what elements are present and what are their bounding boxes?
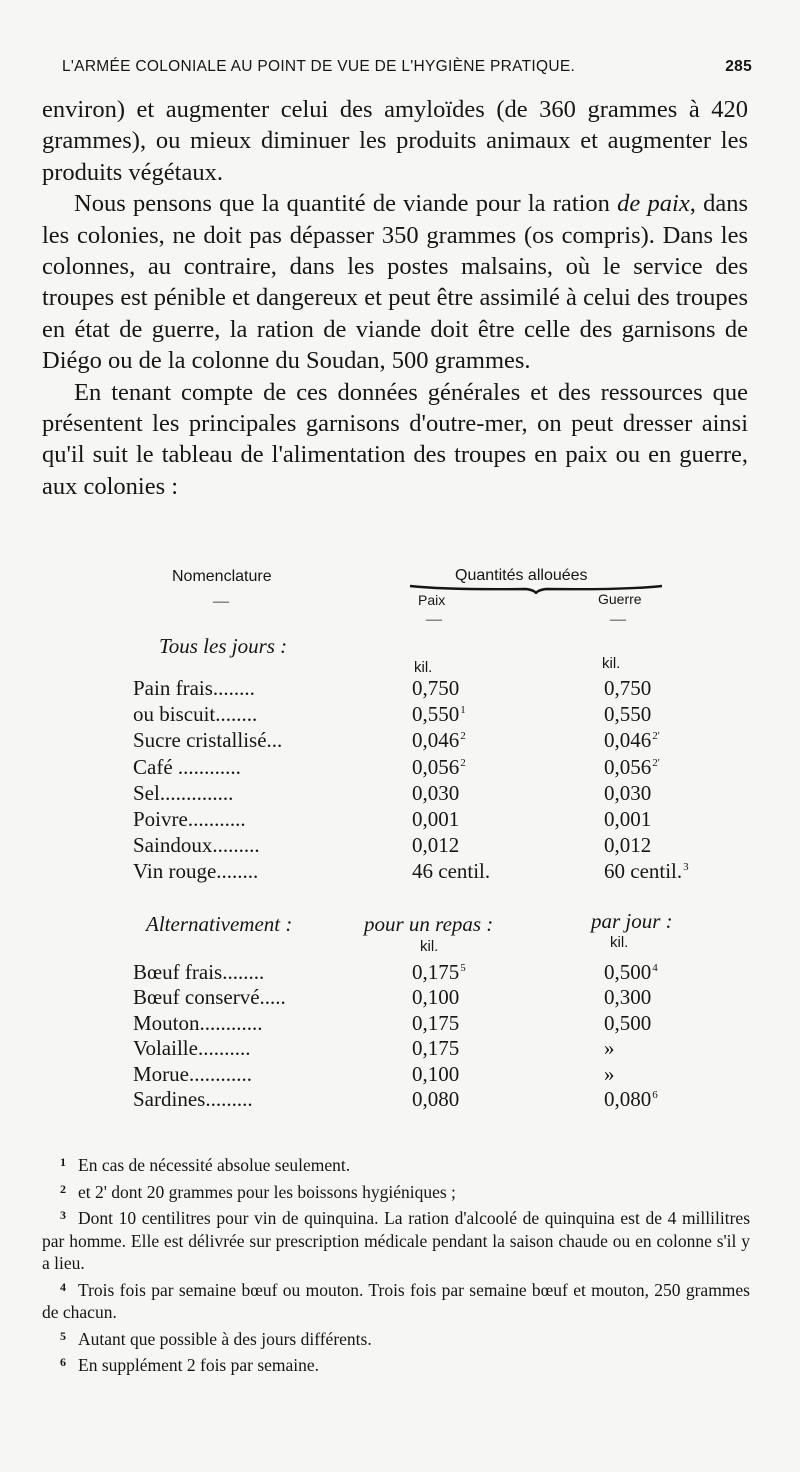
value-text: 0,550 <box>412 702 460 727</box>
value-text: 0,550 <box>604 702 652 727</box>
value-text: 0,030 <box>412 780 460 805</box>
section-title-alternative: Alternativement : <box>146 912 293 936</box>
value-text: » <box>604 1036 615 1061</box>
value-paix <box>412 781 459 806</box>
value-paix <box>412 859 490 884</box>
value-guerre <box>604 781 651 806</box>
paragraph-3: En tenant compte de ces données générales et des ressources que présentent les principales garnisons d'outre-mer, on peut dresser ainsi qu'il suit le tableau de l'alimentation des troupes en paix ou en guerre, aux colonies : <box>42 378 748 500</box>
value-text: 0,001 <box>604 807 652 831</box>
value-text: 0,046 <box>412 728 460 753</box>
value-guerre <box>604 985 651 1010</box>
value-guerre <box>604 1062 615 1087</box>
dash-paix: — <box>426 611 442 628</box>
row-label: Bœuf conservé..... <box>133 985 286 1010</box>
col-par-jour: par jour : <box>591 909 673 933</box>
table-row <box>0 807 800 833</box>
table-row <box>0 833 800 859</box>
paragraph-2: Nous pensons que la quantité de viande pour la ration de paix, dans les colonies, ne doit pas dépasser 350 grammes (os compris). Dans les colonnes, au contraire, dans les postes malsains, où le service des troupes est pénible et dangereux et peut être assimilé à celui des troupes en état de guerre, la ration de viande doit être celle des garnisons de Diégo ou de la colonne du Soudan, 500 grammes. <box>42 190 748 375</box>
footnote-text: et 2' dont 20 grammes pour les boissons hygiéniques ; <box>78 1181 456 1202</box>
table-row <box>0 702 800 728</box>
row-label: Poivre........... <box>133 807 246 831</box>
table-row <box>0 728 800 754</box>
row-label: Sucre cristallisé... <box>133 728 283 753</box>
row-label: Sel.............. <box>133 780 234 805</box>
footnote <box>42 1151 750 1177</box>
value-text: » <box>604 1061 615 1086</box>
table-row <box>0 781 800 807</box>
value-guerre <box>604 1036 615 1061</box>
table-row <box>0 985 800 1011</box>
row-label: ou biscuit........ <box>133 702 258 727</box>
value-text: 60 centil. <box>604 859 683 884</box>
footnote-ref: 2 <box>460 756 466 769</box>
value-paix <box>412 676 459 701</box>
table-row <box>0 960 800 986</box>
footnote-mark: 6 <box>60 1355 66 1369</box>
footnote-ref: 4 <box>652 962 658 974</box>
row-label: Bœuf frais........ <box>133 960 265 984</box>
value-text: 0,056 <box>412 754 460 779</box>
table-row <box>0 755 800 781</box>
unit-kil: kil. <box>420 938 439 955</box>
value-guerre <box>604 702 651 727</box>
row-label: Vin rouge........ <box>133 859 259 884</box>
table-row <box>0 1036 800 1062</box>
value-guerre <box>604 960 658 985</box>
value-text: 0,030 <box>604 780 652 805</box>
value-paix <box>412 702 466 727</box>
value-paix <box>412 960 466 985</box>
row-label: Morue............ <box>133 1061 252 1086</box>
footnote <box>42 1325 750 1351</box>
value-text: 0,100 <box>412 985 460 1010</box>
value-guerre <box>604 833 651 858</box>
footnote-text: En supplément 2 fois par semaine. <box>78 1355 320 1375</box>
running-title: L'ARMÉE COLONIALE AU POINT DE VUE DE L'HYGIÈNE PRATIQUE. <box>62 58 576 75</box>
footnote-mark: 2 <box>60 1181 66 1196</box>
footnote-text: Autant que possible à des jours différents. <box>78 1328 372 1349</box>
value-text: 0,100 <box>412 1061 460 1086</box>
table-row <box>0 1062 800 1088</box>
value-paix <box>412 985 459 1010</box>
value-text: 0,175 <box>412 1010 460 1035</box>
value-paix <box>412 1062 459 1087</box>
unit-kil: kil. <box>602 655 621 672</box>
footnote <box>42 1276 750 1324</box>
footnote-ref: 2 <box>460 730 466 743</box>
footnote-ref: 6 <box>652 1089 658 1101</box>
value-text: 0,175 <box>412 960 460 984</box>
value-text: 0,750 <box>604 676 652 700</box>
value-paix <box>412 728 466 753</box>
value-text: 0,012 <box>412 833 460 858</box>
row-label: Pain frais........ <box>133 676 255 700</box>
footnote-mark: 5 <box>60 1328 66 1343</box>
value-guerre <box>604 728 660 753</box>
value-guerre <box>604 1087 658 1112</box>
table-row <box>0 1011 800 1037</box>
value-paix <box>412 1011 459 1036</box>
table-row <box>0 676 800 702</box>
footnote-ref: 2' <box>652 730 660 743</box>
col-paix: Paix <box>418 592 446 608</box>
footnote-ref: 5 <box>460 962 466 974</box>
footnote <box>42 1351 750 1377</box>
footnote-text: Trois fois par semaine bœuf ou mouton. Trois fois par semaine bœuf et mouton, 250 grammes de chacun. <box>42 1279 750 1322</box>
value-text: 0,500 <box>604 960 652 984</box>
value-guerre <box>604 1011 651 1036</box>
value-guerre <box>604 807 651 832</box>
unit-kil: kil. <box>414 659 433 676</box>
body-text <box>42 94 748 502</box>
footnote-mark: 1 <box>60 1155 66 1169</box>
row-label: Saindoux......... <box>133 833 260 858</box>
row-label: Café ............ <box>133 754 241 779</box>
row-label: Mouton............ <box>133 1010 263 1035</box>
paragraph-1: environ) et augmenter celui des amyloïdes (de 360 grammes à 420 grammes), ou mieux diminuer les produits animaux et augmenter les produits végétaux. <box>42 96 748 186</box>
col-quantites: Quantités allouées <box>455 567 588 584</box>
value-paix <box>412 755 466 780</box>
page-number: 285 <box>725 58 752 75</box>
footnote-text: En cas de nécessité absolue seulement. <box>78 1155 351 1175</box>
footnotes <box>42 1151 750 1378</box>
value-text: 0,046 <box>604 728 652 753</box>
table-row <box>0 859 800 885</box>
section-title-daily: Tous les jours : <box>159 634 288 658</box>
value-text: 0,001 <box>412 807 460 831</box>
value-paix <box>412 1036 459 1061</box>
value-text: 0,080 <box>412 1087 460 1111</box>
value-paix <box>412 833 459 858</box>
value-paix <box>412 1087 459 1112</box>
value-text: 0,012 <box>604 833 652 858</box>
footnote <box>42 1178 750 1204</box>
footnote-text: Dont 10 centilitres pour vin de quinquina. La ration d'alcoolé de quinquina est de 4 millilitres par homme. Elle est délivrée sur prescription médicale pendant la saison chaude ou en colonne s'il y a lieu. <box>42 1208 750 1273</box>
col-guerre: Guerre <box>598 591 642 607</box>
value-guerre <box>604 859 689 884</box>
value-text: 0,175 <box>412 1036 460 1061</box>
col-nomenclature: Nomenclature <box>172 568 272 585</box>
value-text: 0,750 <box>412 676 460 700</box>
running-header <box>62 58 752 76</box>
value-text: 0,500 <box>604 1010 652 1035</box>
value-paix <box>412 807 459 832</box>
footnote-ref: 2' <box>652 756 660 769</box>
row-label: Sardines......... <box>133 1087 253 1111</box>
value-text: 46 centil. <box>412 859 491 884</box>
value-text: 0,080 <box>604 1087 652 1111</box>
table-row <box>0 1087 800 1113</box>
value-text: 0,056 <box>604 754 652 779</box>
footnote-ref: 3 <box>683 861 689 874</box>
value-guerre <box>604 676 651 701</box>
col-pour-un-repas: pour un repas : <box>364 912 494 936</box>
row-label: Volaille.......... <box>133 1036 251 1061</box>
dash-guerre: — <box>610 611 626 628</box>
footnote-ref: 1 <box>460 704 466 717</box>
footnote-mark: 4 <box>60 1279 66 1294</box>
value-guerre <box>604 755 660 780</box>
italic-emphasis: de paix <box>617 190 690 218</box>
footnote-mark: 3 <box>60 1208 66 1222</box>
unit-kil: kil. <box>610 934 629 951</box>
footnote <box>42 1204 750 1275</box>
value-text: 0,300 <box>604 985 652 1010</box>
dash-nomenclature: — <box>213 593 229 610</box>
